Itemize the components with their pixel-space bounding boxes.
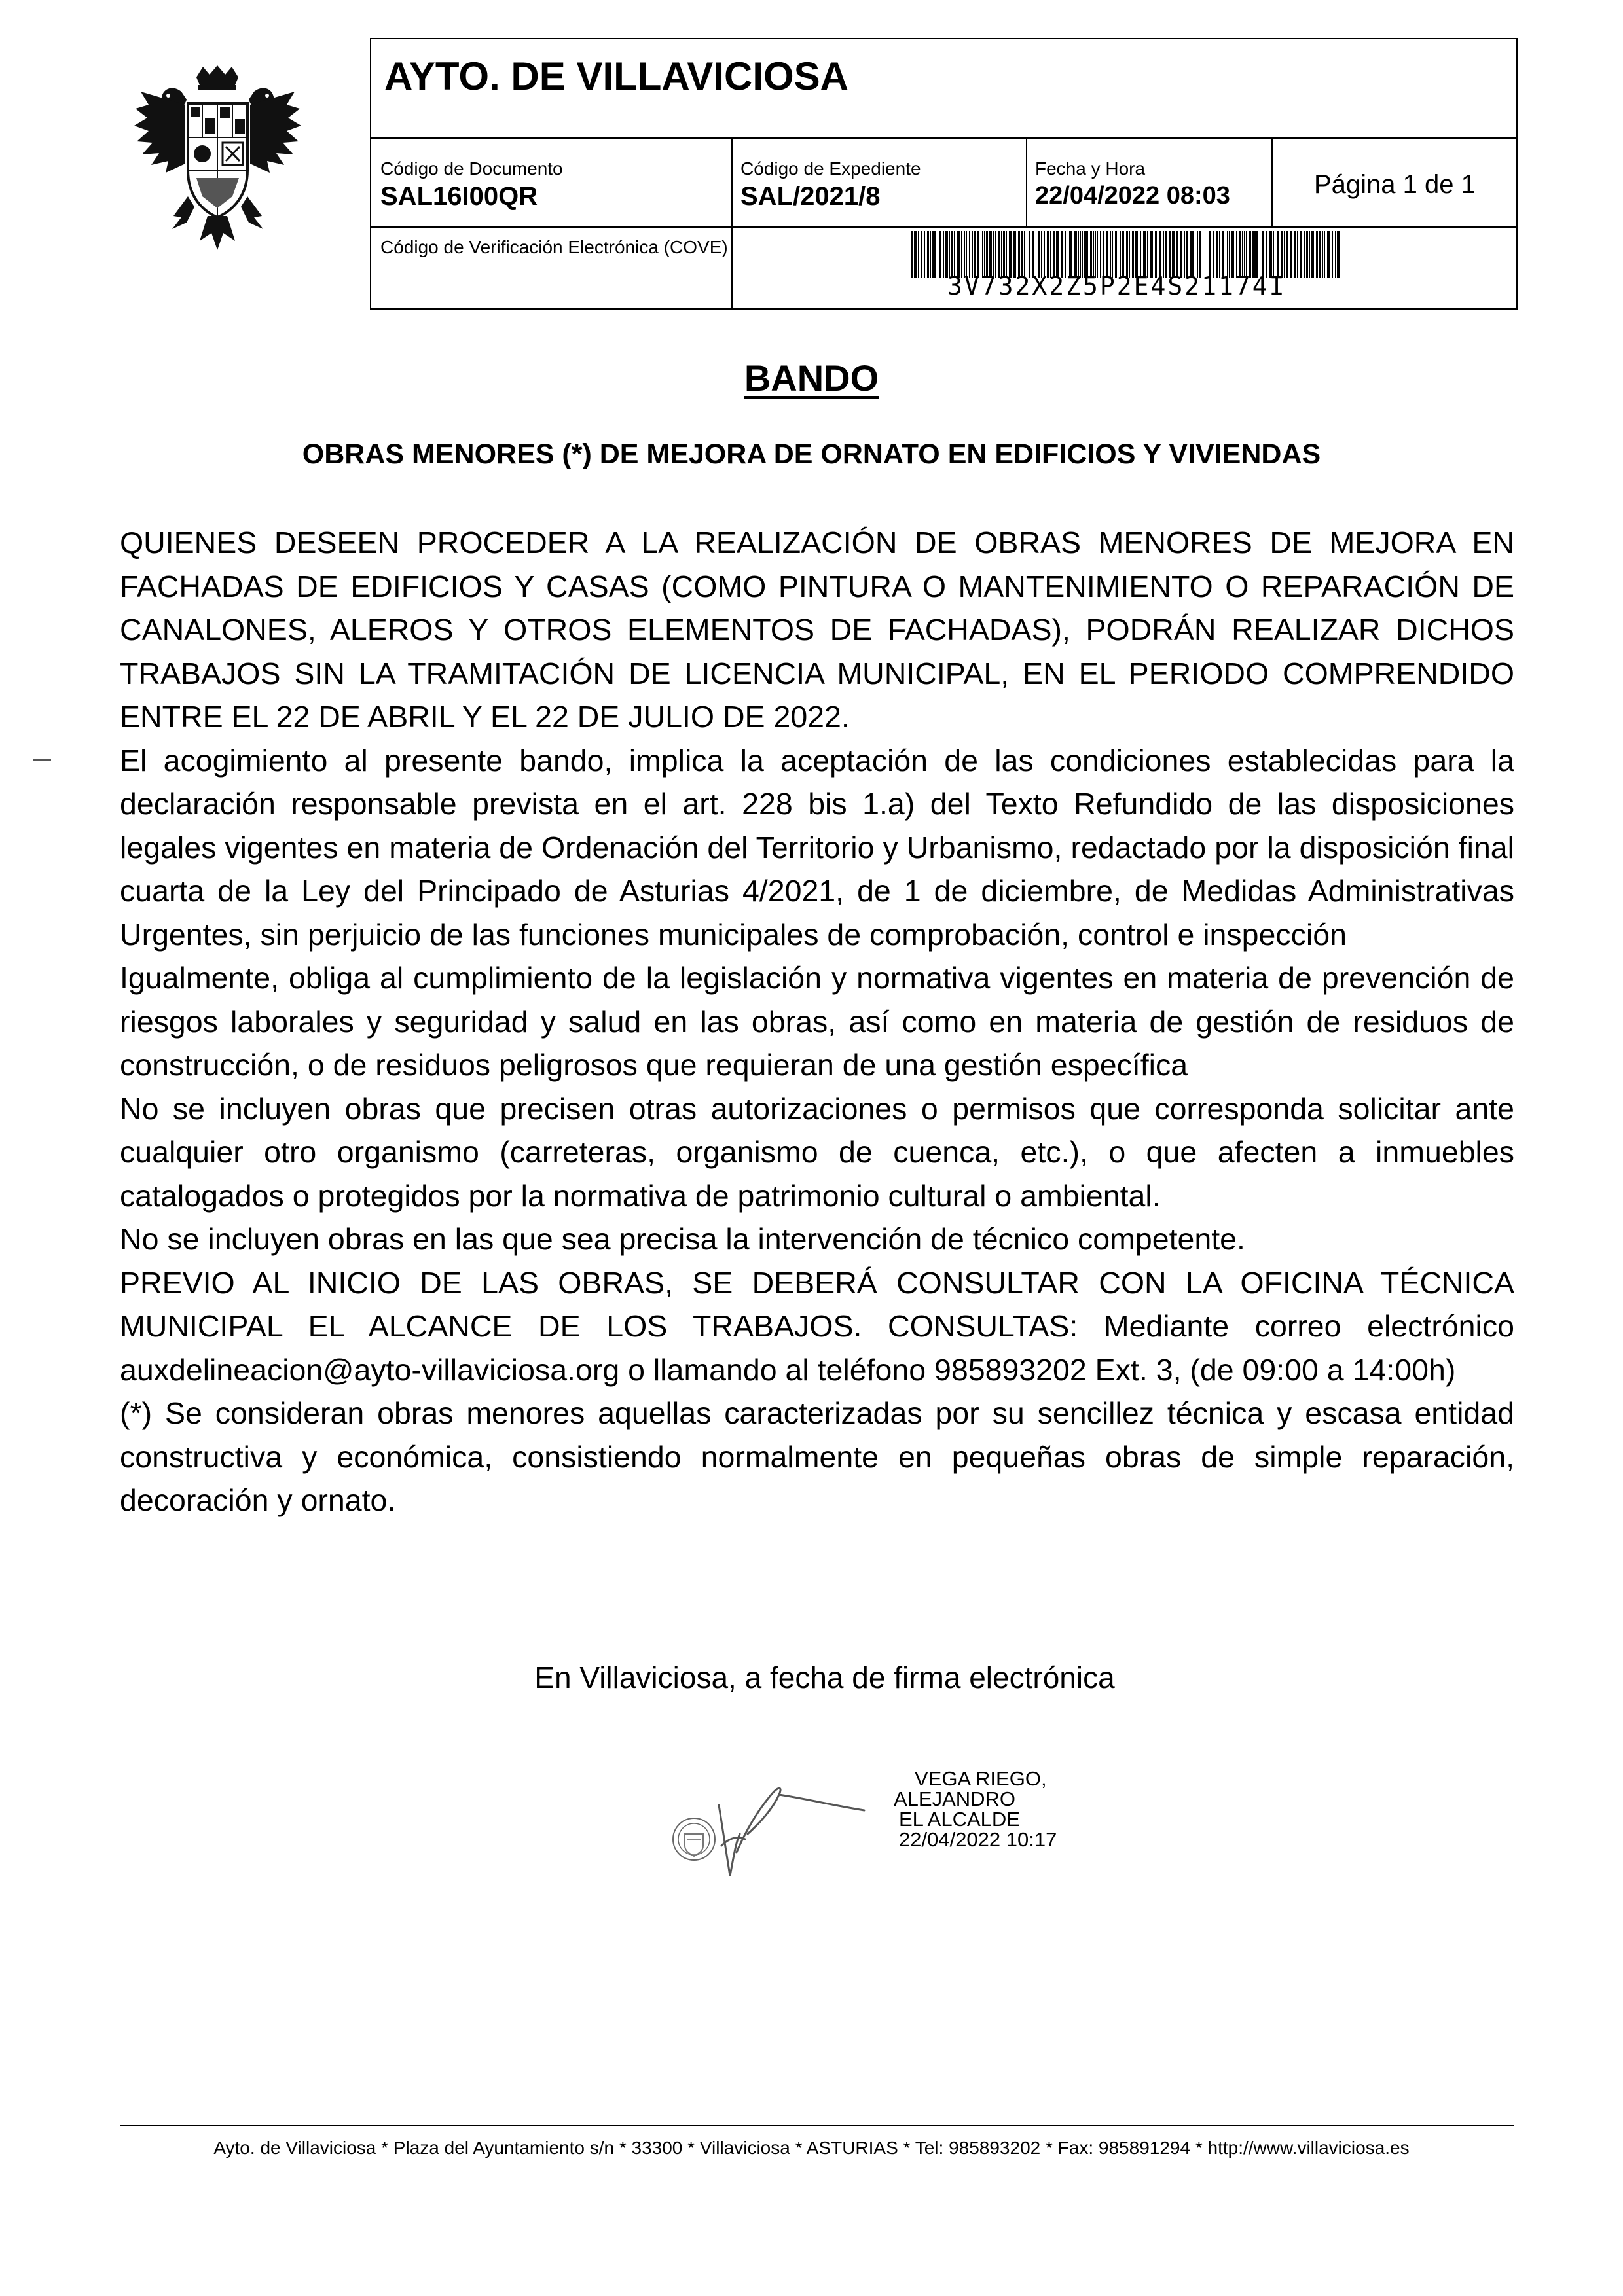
paragraph-consultation: PREVIO AL INICIO DE LAS OBRAS, SE DEBERÁ CONSULTAR CON LA OFICINA TÉCNICA MUNICIPAL EL ALCANCE DE LOS TRABAJOS. CONSULTAS: Mediante correo electrónico auxdelineacion@ayto-villaviciosa.org o llamando al teléfono 985893202 Ext. 3, (de 09:00 a 14:00h) — [120, 1265, 1514, 1387]
signer-block — [894, 1768, 1057, 1850]
file-code-value: SAL/2021/8 — [740, 182, 881, 211]
paragraph-announcement: QUIENES DESEEN PROCEDER A LA REALIZACIÓN DE OBRAS MENORES DE MEJORA EN FACHADAS DE EDIFICIOS Y CASAS (COMO PINTURA O MANTENIMIENTO O REPARACIÓN DE CANALONES, ALEROS Y OTROS ELEMENTOS DE FACHADAS), PODRÁN REALIZAR DICHOS TRABAJOS SIN LA TRAMITACIÓN DE LICENCIA MUNICIPAL, EN EL PERIODO COMPRENDIDO ENTRE EL 22 DE ABRIL Y EL 22 DE JULIO DE 2022. — [120, 526, 1514, 734]
paragraph-conditions: El acogimiento al presente bando, implica la aceptación de las condiciones establecidas para la declaración responsable prevista en el art. 228 bis 1.a) del Texto Refundido de las disposiciones legales vigentes en materia de Ordenación del Territorio y Urbanismo, redactado por la disposición final cuarta de la Ley del Principado de Asturias 4/2021, de 1 de diciembre, de Medidas Administrativas Urgentes, sin perjuicio de las funciones municipales de comprobación, control e inspección — [120, 743, 1514, 952]
file-code-label: Código de Expediente — [740, 158, 921, 179]
signature-date: 22/04/2022 10:17 — [899, 1828, 1057, 1851]
bando-body — [120, 521, 1514, 1522]
document-code-label: Código de Documento — [380, 158, 563, 179]
footer-contact: Ayto. de Villaviciosa * Plaza del Ayuntamiento s/n * 33300 * Villaviciosa * ASTURIAS * Tel: 985893202 * Fax: 985891294 * http://www.villaviciosa.es — [213, 2138, 1410, 2158]
page-indicator: Página 1 de 1 — [1314, 170, 1476, 199]
signer-role: EL ALCALDE — [899, 1808, 1020, 1831]
signature-seal-icon — [668, 1761, 871, 1882]
signer-name: ALEJANDRO — [894, 1787, 1016, 1810]
date-time-value: 22/04/2022 08:03 — [1035, 182, 1230, 209]
cove-label: Código de Verificación Electrónica (COVE) — [380, 237, 728, 257]
signer-surname: VEGA RIEGO, — [915, 1767, 1047, 1790]
paragraph-exclusions: No se incluyen obras que precisen otras autorizaciones o permisos que corresponda solicitar ante cualquier otro organismo (carreteras, organismo de cuenca, etc.), o que afecten a inmuebles catalogados o protegidos por la normativa de patrimonio cultural o ambiental. — [120, 1091, 1514, 1213]
cove-code: 3V732X2Z5P2E4S21174I — [947, 272, 1286, 300]
municipality-title: AYTO. DE VILLAVICIOSA — [384, 54, 849, 98]
paragraph-technician: No se incluyen obras en las que sea precisa la intervención de técnico competente. — [120, 1222, 1245, 1256]
footer-divider — [120, 2125, 1514, 2126]
date-time-label: Fecha y Hora — [1035, 158, 1146, 179]
bando-title: BANDO — [744, 357, 879, 399]
paragraph-definition: (*) Se consideran obras menores aquellas caracterizadas por su sencillez técnica y escasa entidad constructiva y económica, consistiendo normalmente en pequeñas obras de simple reparación, decoración y ornato. — [120, 1396, 1514, 1517]
document-code-value: SAL16I00QR — [380, 182, 538, 211]
closing-line: En Villaviciosa, a fecha de firma electrónica — [534, 1660, 1115, 1695]
margin-mark — [33, 759, 51, 761]
coat-of-arms-icon — [134, 65, 301, 252]
paragraph-obligations: Igualmente, obliga al cumplimiento de la legislación y normativa vigentes en materia de prevención de riesgos laborales y seguridad y salud en las obras, así como en materia de gestión de residuos de construcción, o de residuos peligrosos que requieran de una gestión específica — [120, 961, 1514, 1082]
document-header-table — [370, 38, 1518, 310]
bando-subtitle: OBRAS MENORES (*) DE MEJORA DE ORNATO EN EDIFICIOS Y VIVIENDAS — [302, 439, 1321, 470]
